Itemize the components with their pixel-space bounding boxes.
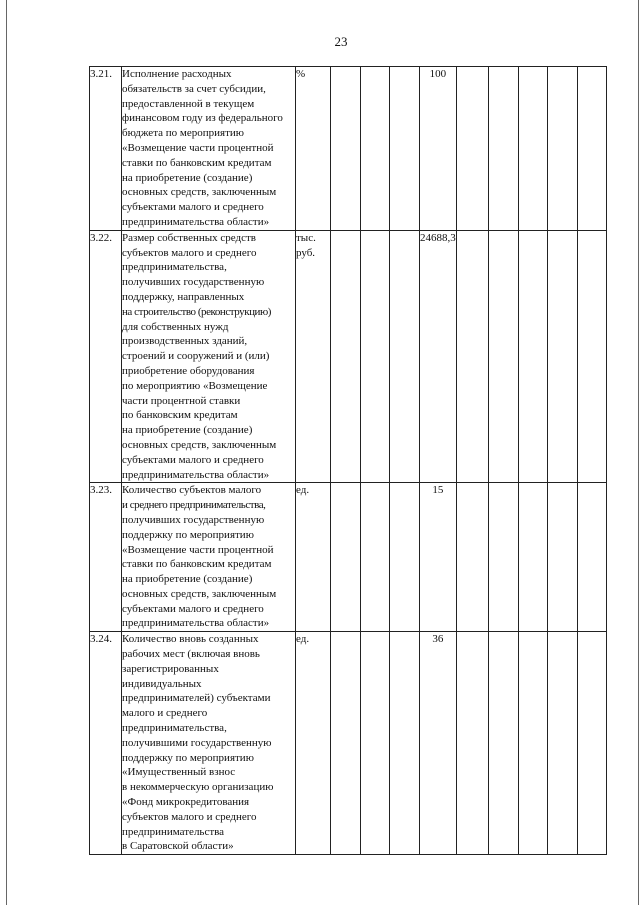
description-line: предпринимательства — [122, 825, 225, 838]
description-line: основных средств, заключенным — [122, 186, 277, 199]
row-number: 3.21. — [90, 67, 122, 231]
description-line: предпринимательства, — [122, 722, 227, 735]
description-line: и среднего предпринимательства, — [122, 499, 266, 512]
description-line: поддержку по мероприятию — [122, 528, 254, 541]
empty-cell — [390, 67, 420, 231]
description-line: обязательств за счет субсидии, — [122, 82, 266, 95]
empty-cell — [390, 632, 420, 855]
description-line: на приобретение (создание) — [122, 171, 253, 184]
value-cell: 100 — [420, 67, 457, 231]
page-number: 23 — [334, 34, 348, 49]
empty-cell — [547, 632, 577, 855]
empty-cell — [518, 483, 547, 632]
empty-cell — [390, 230, 420, 483]
empty-cell — [456, 632, 488, 855]
row-number: 3.23. — [90, 483, 122, 632]
description-line: ставки по банковским кредитам — [122, 156, 272, 169]
empty-cell — [331, 632, 361, 855]
description-line: бюджета по мероприятию — [122, 127, 244, 140]
table-row — [90, 632, 607, 855]
empty-cell — [547, 483, 577, 632]
empty-cell — [390, 483, 420, 632]
empty-cell — [456, 483, 488, 632]
description-line: предпринимательства области» — [122, 617, 270, 630]
description-line: субъектами малого и среднего — [122, 602, 264, 615]
unit-cell: % — [296, 67, 331, 231]
empty-cell — [488, 67, 518, 231]
description-line: приобретение оборудования — [122, 364, 255, 377]
description-line: поддержку, направленных — [122, 290, 245, 303]
empty-cell — [577, 632, 606, 855]
description-line: основных средств, заключенным — [122, 438, 277, 451]
value-cell: 36 — [420, 632, 457, 855]
description-line: предпринимательства области» — [122, 215, 270, 228]
unit-cell: тыс. руб. — [296, 230, 331, 483]
value-cell: 24688,3 — [420, 230, 457, 483]
indicator-description — [122, 67, 296, 231]
description-line: ставки по банковским кредитам — [122, 558, 272, 571]
empty-cell — [577, 230, 606, 483]
description-line: для собственных нужд — [122, 320, 229, 333]
table-row — [90, 230, 607, 483]
description-line: зарегистрированных — [122, 662, 219, 675]
empty-cell — [577, 483, 606, 632]
description-line: предпринимателей) субъектами — [122, 692, 271, 705]
description-line: по мероприятию «Возмещение — [122, 379, 268, 392]
table-body — [90, 67, 607, 855]
empty-cell — [488, 483, 518, 632]
description-line: на строительство (реконструкцию) — [122, 305, 271, 318]
description-line: получившими государственную — [122, 736, 272, 749]
empty-cell — [518, 230, 547, 483]
description-line: получивших государственную — [122, 513, 265, 526]
description-line: предоставленной в текущем — [122, 97, 255, 110]
description-line: в Саратовской области» — [122, 840, 234, 853]
empty-cell — [456, 67, 488, 231]
row-number: 3.24. — [90, 632, 122, 855]
description-line: по банковским кредитам — [122, 409, 238, 422]
empty-cell — [518, 67, 547, 231]
description-line: Количество субъектов малого — [122, 484, 262, 497]
description-line: поддержку по мероприятию — [122, 751, 254, 764]
description-line: части процентной ставки — [122, 394, 241, 407]
row-number: 3.22. — [90, 230, 122, 483]
empty-cell — [547, 230, 577, 483]
indicators-table — [89, 66, 607, 855]
description-line: «Фонд микрокредитования — [122, 796, 250, 809]
scan-edge-right — [638, 0, 639, 905]
description-line: на приобретение (создание) — [122, 424, 253, 437]
description-line: производственных зданий, — [122, 335, 248, 348]
table-row — [90, 67, 607, 231]
description-line: получивших государственную — [122, 276, 265, 289]
empty-cell — [361, 632, 390, 855]
description-line: субъектов малого и среднего — [122, 810, 257, 823]
empty-cell — [361, 483, 390, 632]
unit-cell: ед. — [296, 632, 331, 855]
description-line: предпринимательства области» — [122, 468, 270, 481]
unit-cell: ед. — [296, 483, 331, 632]
table-row — [90, 483, 607, 632]
empty-cell — [577, 67, 606, 231]
description-line: Размер собственных средств — [122, 231, 256, 244]
empty-cell — [518, 632, 547, 855]
description-line: индивидуальных — [122, 677, 202, 690]
description-line: «Возмещение части процентной — [122, 141, 274, 154]
description-line: в некоммерческую организацию — [122, 781, 274, 794]
description-line: субъектами малого и среднего — [122, 201, 264, 214]
empty-cell — [456, 230, 488, 483]
description-line: Количество вновь созданных — [122, 633, 259, 646]
empty-cell — [361, 67, 390, 231]
description-line: «Имущественный взнос — [122, 766, 236, 779]
indicator-description — [122, 632, 296, 855]
empty-cell — [488, 230, 518, 483]
description-line: предпринимательства, — [122, 261, 227, 274]
empty-cell — [361, 230, 390, 483]
description-line: на приобретение (создание) — [122, 573, 253, 586]
scan-edge-left — [6, 0, 7, 905]
description-line: Исполнение расходных — [122, 68, 232, 80]
description-line: субъектами малого и среднего — [122, 453, 264, 466]
description-line: «Возмещение части процентной — [122, 543, 274, 556]
empty-cell — [547, 67, 577, 231]
description-line: малого и среднего — [122, 707, 208, 720]
indicator-description — [122, 230, 296, 483]
indicator-description — [122, 483, 296, 632]
description-line: строений и сооружений и (или) — [122, 350, 270, 363]
description-line: финансовом году из федерального — [122, 112, 283, 125]
empty-cell — [488, 632, 518, 855]
description-line: основных средств, заключенным — [122, 587, 277, 600]
empty-cell — [331, 483, 361, 632]
empty-cell — [331, 230, 361, 483]
empty-cell — [331, 67, 361, 231]
description-line: субъектов малого и среднего — [122, 246, 257, 259]
value-cell: 15 — [420, 483, 457, 632]
description-line: рабочих мест (включая вновь — [122, 648, 260, 661]
